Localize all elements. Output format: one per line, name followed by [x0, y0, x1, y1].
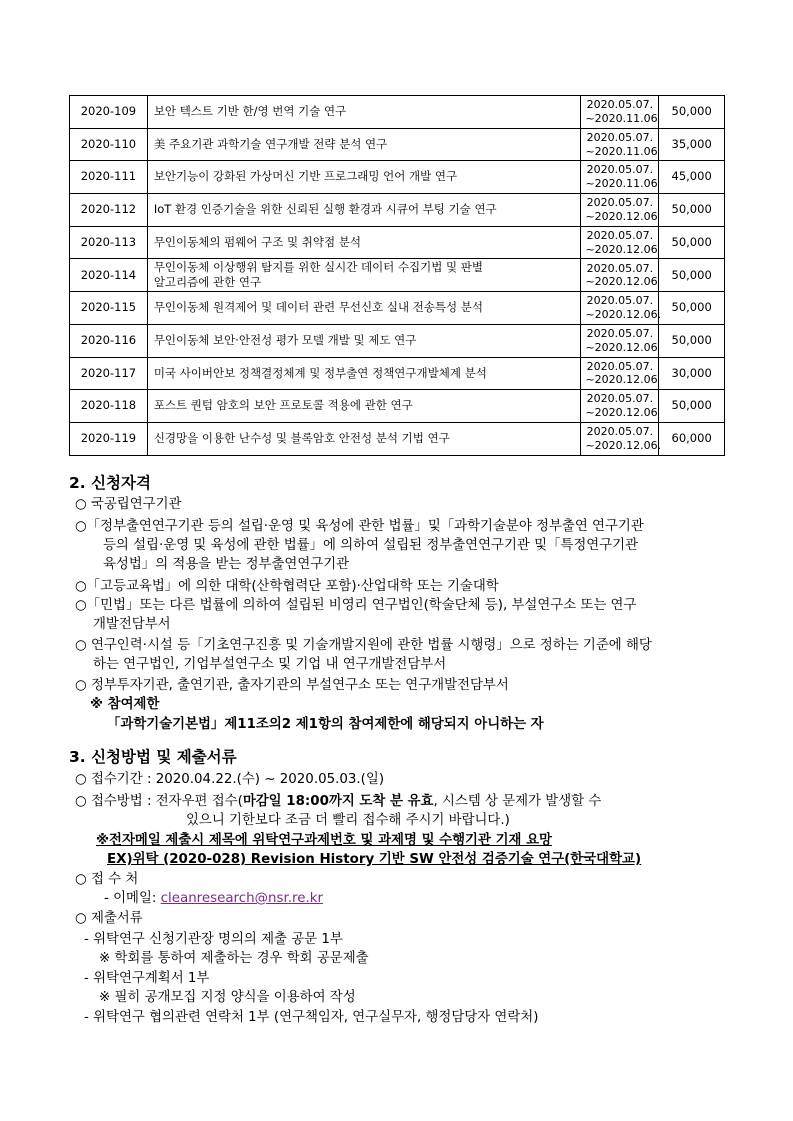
project-id: 2020-119 — [80, 430, 137, 445]
project-title-cell — [147, 128, 581, 161]
period-start: 2020.05.07. — [586, 98, 654, 112]
project-amount-cell — [659, 128, 725, 161]
document-note: ※ 학회를 통하여 제출하는 경우 학회 공문제출 — [99, 951, 369, 966]
project-title: 美 주요기관 과학기술 연구개발 전략 분석 연구 — [153, 136, 388, 151]
period-end: ~2020.11.06 — [585, 177, 658, 191]
project-id-cell — [70, 292, 148, 325]
eligibility-item: ○「고등교육법」에 의한 대학(산학협력단 포함)·산업대학 또는 기술대학 — [75, 579, 499, 594]
project-id: 2020-117 — [80, 365, 137, 380]
period-end: ~2020.12.06 — [585, 340, 658, 354]
project-title: 보안기능이 강화된 가상머신 기반 프로그래밍 언어 개발 연구 — [153, 169, 458, 184]
section-2-heading: 2. 신청자격 — [69, 474, 151, 492]
project-row — [70, 226, 725, 259]
participation-limit-text: 「과학기술기본법」제11조의2 제1항의 참여제한에 해당되지 아니하는 자 — [107, 717, 544, 732]
project-period-cell — [581, 422, 662, 455]
period-end: ~2020.12.06 — [585, 209, 658, 223]
period-end: ~2020.12.06 — [585, 406, 658, 420]
period-start: 2020.05.07. — [586, 228, 654, 242]
period-start: 2020.05.07. — [586, 392, 654, 406]
eligibility-item: ○ 정부투자기관, 출연기관, 출자기관의 부설연구소 또는 연구개발전담부서 — [75, 678, 509, 693]
project-id: 2020-115 — [80, 300, 137, 315]
project-id: 2020-109 — [80, 104, 137, 119]
participation-limit-note: ※ 참여제한 — [90, 697, 160, 712]
project-amount: 50,000 — [671, 300, 712, 315]
project-title-cell — [147, 161, 581, 194]
project-amount: 60,000 — [671, 430, 712, 445]
project-amount-cell — [659, 422, 725, 455]
email-subject-note: ※전자메일 제출시 제목에 위탁연구과제번호 및 과제명 및 수행기관 기재 요망 — [96, 833, 552, 848]
project-amount: 45,000 — [671, 169, 712, 184]
period-start: 2020.05.07. — [586, 163, 654, 177]
period-end: ~2020.11.06 — [585, 144, 658, 158]
period-start: 2020.05.07. — [586, 294, 654, 308]
project-amount: 50,000 — [671, 104, 712, 119]
project-period-cell — [581, 194, 659, 227]
eligibility-item-cont: 개발전담부서 — [93, 617, 171, 632]
project-row — [70, 390, 725, 423]
application-method-cont: 있으니 기한보다 조금 더 빨리 접수해 주시기 바랍니다.) — [186, 813, 510, 828]
project-id: 2020-111 — [80, 169, 137, 184]
project-id: 2020-112 — [80, 202, 137, 217]
project-id-cell — [70, 357, 148, 390]
period-end: ~2020.12.06. — [585, 307, 662, 321]
project-period-cell — [581, 324, 659, 357]
project-row — [70, 259, 725, 292]
period-start: 2020.05.07. — [586, 326, 654, 340]
period-start: 2020.05.07. — [586, 130, 654, 144]
project-row — [70, 96, 725, 129]
application-method — [75, 793, 601, 811]
project-amount: 30,000 — [671, 365, 712, 380]
period-start: 2020.05.07. — [586, 196, 654, 210]
project-title-cell — [147, 96, 581, 129]
project-id-cell — [70, 128, 148, 161]
project-title-cell — [147, 324, 581, 357]
document-item: - 위탁연구계획서 1부 — [84, 971, 210, 986]
eligibility-item-cont: 육성법」의 적용을 받는 정부출연연구기관 — [103, 557, 350, 572]
project-period-cell — [581, 226, 659, 259]
receiver-email — [104, 890, 323, 908]
project-title-cell — [147, 194, 581, 227]
email-link[interactable]: cleanresearch@nsr.re.kr — [160, 891, 323, 906]
project-id-cell — [70, 259, 148, 292]
project-amount-cell — [659, 357, 725, 390]
project-title-cell — [147, 357, 581, 390]
application-period: ○ 접수기간 : 2020.04.22.(수) ~ 2020.05.03.(일) — [75, 772, 385, 787]
project-amount-cell — [659, 292, 725, 325]
section-3-heading: 3. 신청방법 및 제출서류 — [69, 748, 237, 766]
period-end: ~2020.12.06 — [585, 242, 658, 256]
project-title-cell — [147, 422, 581, 455]
project-period-cell — [581, 128, 659, 161]
eligibility-item-cont: 하는 연구법인, 기업부설연구소 및 기업 내 연구개발전담부서 — [93, 657, 447, 672]
email-subject-example: EX)위탁 (2020-028) Revision History 기반 SW 안전성 검증기술 연구(한국대학교) — [107, 852, 642, 867]
project-period-cell — [581, 259, 659, 292]
period-start: 2020.05.07. — [586, 359, 654, 373]
project-id-cell — [70, 422, 148, 455]
project-amount: 50,000 — [671, 332, 712, 347]
project-amount-cell — [659, 194, 725, 227]
project-title-cell — [147, 259, 581, 292]
project-row — [70, 324, 725, 357]
period-end: ~2020.12.06 — [585, 373, 658, 387]
project-period-cell — [581, 357, 659, 390]
period-start: 2020.05.07. — [586, 424, 654, 438]
email-label: - 이메일: — [104, 891, 161, 906]
documents-heading: ○ 제출서류 — [75, 911, 143, 926]
project-row — [70, 292, 725, 325]
project-period-cell — [581, 96, 659, 129]
method-text: , 시스템 상 문제가 발생할 수 — [433, 794, 602, 809]
project-row — [70, 161, 725, 194]
document-item: - 위탁연구 신청기관장 명의의 제출 공문 1부 — [84, 932, 343, 947]
project-title: 신경망을 이용한 난수성 및 블록암호 안전성 분석 기법 연구 — [153, 430, 450, 445]
project-period-cell — [581, 161, 659, 194]
eligibility-item: ○「민법」또는 다른 법률에 의하여 설립된 비영리 연구법인(학술단체 등), 부설연구소 또는 연구 — [75, 598, 637, 613]
project-row — [70, 422, 725, 455]
project-row — [70, 194, 725, 227]
project-title-line2: 알고리즘에 관한 연구 — [153, 275, 262, 290]
deadline-text: 마감일 18:00까지 도착 분 유효 — [242, 794, 434, 809]
project-id-cell — [70, 324, 148, 357]
project-amount: 50,000 — [671, 202, 712, 217]
project-amount-cell — [659, 324, 725, 357]
project-amount-cell — [659, 161, 725, 194]
project-title-cell — [147, 292, 581, 325]
project-title: IoT 환경 인증기술을 위한 신뢰된 실행 환경과 시큐어 부팅 기술 연구 — [153, 202, 497, 217]
project-id-cell — [70, 390, 148, 423]
project-id: 2020-113 — [80, 234, 137, 249]
project-id: 2020-116 — [80, 332, 137, 347]
eligibility-item: ○ 국공립연구기관 — [75, 497, 182, 512]
project-title: 보안 텍스트 기반 한/영 번역 기술 연구 — [153, 104, 347, 119]
project-id-cell — [70, 161, 148, 194]
document-note: ※ 필히 공개모집 지정 양식을 이용하여 작성 — [99, 990, 356, 1005]
receiver-heading: ○ 접 수 처 — [75, 872, 139, 887]
project-row — [70, 128, 725, 161]
project-id: 2020-118 — [80, 398, 137, 413]
project-id: 2020-110 — [80, 136, 137, 151]
project-title-cell — [147, 226, 581, 259]
project-amount: 35,000 — [671, 136, 712, 151]
project-period-cell — [581, 390, 659, 423]
project-title: 무인이동체의 펌웨어 구조 및 취약점 분석 — [153, 234, 361, 249]
eligibility-item: ○ 연구인력·시설 등「기초연구진흥 및 기술개발지원에 관한 법률 시행령」으로 정하는 기준에 해당 — [75, 638, 652, 653]
project-amount: 50,000 — [671, 234, 712, 249]
eligibility-item-cont: 등의 설립·운영 및 육성에 관한 법률」에 의하여 설립된 정부출연연구기관 및「특정연구기관 — [103, 538, 639, 553]
project-id: 2020-114 — [80, 267, 137, 282]
period-start: 2020.05.07. — [586, 261, 654, 275]
project-period-cell — [581, 292, 662, 325]
period-end: ~2020.12.06 — [585, 275, 658, 289]
eligibility-item: ○「정부출연연구기관 등의 설립·운영 및 육성에 관한 법률」및「과학기술분야 정부출연 연구기관 — [75, 519, 644, 534]
project-title: 포스트 퀀텀 암호의 보안 프로토콜 적용에 관한 연구 — [153, 398, 413, 413]
period-end: ~2020.11.06 — [585, 111, 658, 125]
project-amount: 50,000 — [671, 398, 712, 413]
project-id-cell — [70, 226, 148, 259]
project-table — [69, 95, 725, 456]
period-end: ~2020.12.06. — [585, 438, 662, 452]
project-id-cell — [70, 96, 148, 129]
project-amount-cell — [659, 390, 725, 423]
project-amount-cell — [659, 226, 725, 259]
method-text: ○ 접수방법 : 전자우편 접수( — [75, 794, 243, 809]
project-amount-cell — [659, 259, 725, 292]
project-title: 미국 사이버안보 정책결정체계 및 정부출연 정책연구개발체계 분석 — [153, 365, 487, 380]
project-row — [70, 357, 725, 390]
document-item: - 위탁연구 협의관련 연락처 1부 (연구책임자, 연구실무자, 행정담당자 연락처) — [84, 1010, 539, 1025]
project-title-cell — [147, 390, 581, 423]
project-title: 무인이동체 이상행위 탐지를 위한 실시간 데이터 수집기법 및 판별 — [153, 259, 484, 274]
project-id-cell — [70, 194, 148, 227]
project-title: 무인이동체 원격제어 및 데이터 관련 무선신호 실내 전송특성 분석 — [153, 300, 484, 315]
project-amount: 50,000 — [671, 267, 712, 282]
project-title: 무인이동체 보안·안전성 평가 모델 개발 및 제도 연구 — [153, 332, 417, 347]
project-amount-cell — [659, 96, 725, 129]
